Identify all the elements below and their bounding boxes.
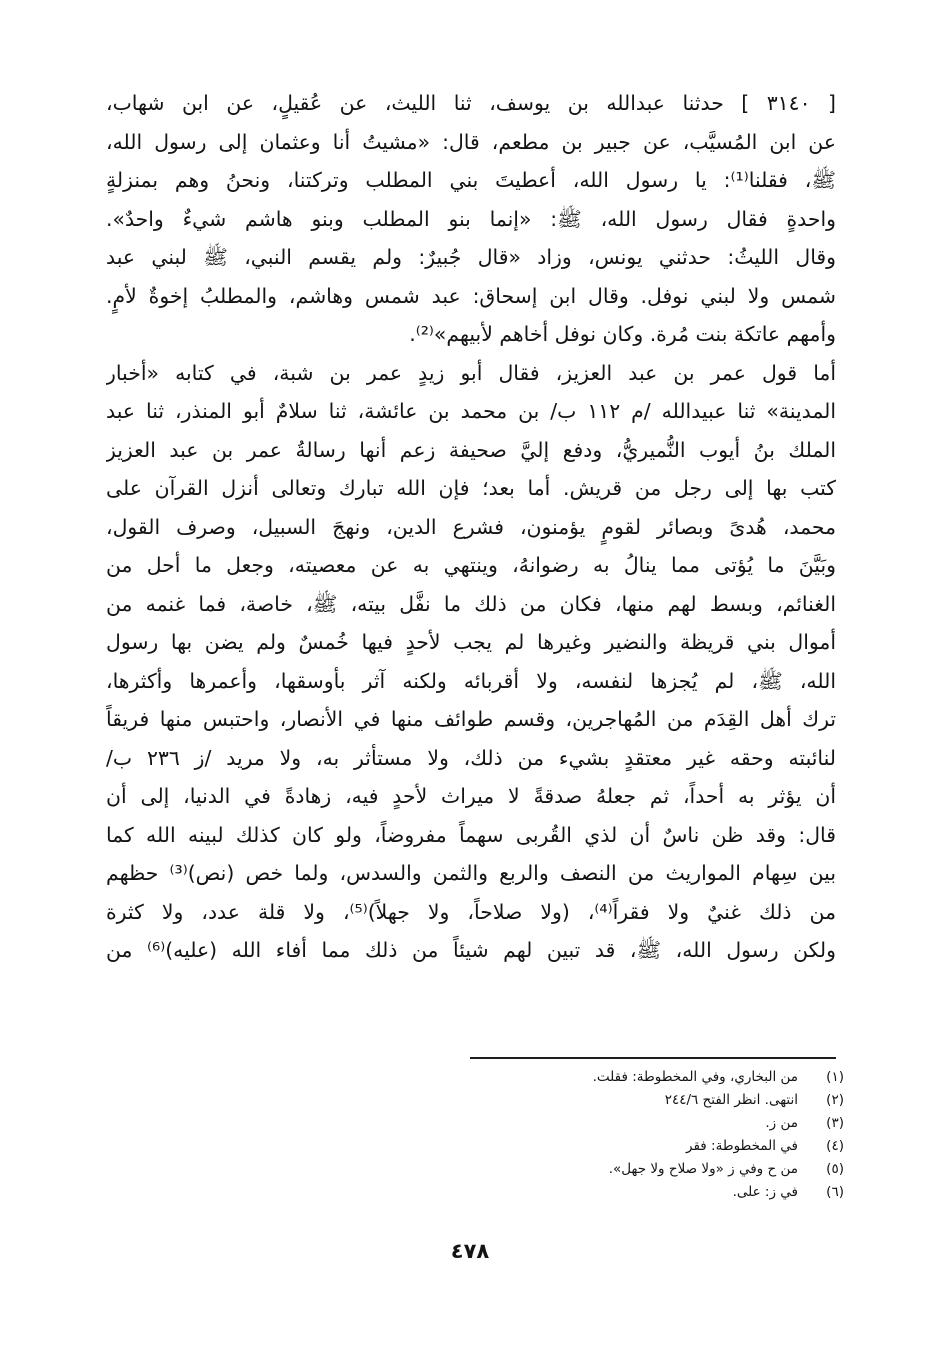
- footnote-number: (٥): [826, 1161, 844, 1177]
- footnote-text: من ح وفي ز «ولا صلاح ولا جهل».: [608, 1161, 798, 1177]
- text-line: واحدةٍ فقال رسول الله، ﷺ: «إنما بنو المطلب وبنو هاشم شيءٌ واحدٌ».: [106, 206, 836, 231]
- footnote-text: من ز.: [765, 1115, 798, 1131]
- footnote-text: في ز: على.: [732, 1184, 798, 1200]
- footnote-number: (٦): [826, 1184, 844, 1200]
- text-line: بين سِهام المواريث من النصف والربع والثمن والسدس، ولما خص (نص)⁽³⁾ حظهم: [106, 861, 836, 885]
- main-text: [106, 84, 836, 970]
- text-line: ترك أهل القِدَم من المُهاجرين، وقسم طوائف منها في الأنصار، واحتبس منها فريقاً: [106, 707, 836, 731]
- footnote: [104, 1089, 844, 1112]
- text-line: الملك بنُ أيوب النُّميريُّ، ودفع إليَّ صحيفة زعم أنها رسالةُ عمر بن عبد العزيز: [106, 437, 836, 462]
- text-line: وبَيَّنَ ما يُؤتى مما ينالُ به رضوانهُ، وينتهي به عن معصيته، وجعل ما أحل من: [106, 553, 836, 577]
- text-line: الغنائم، وبسط لهم منها، فكان من ذلك ما نفَّل بيته، ﷺ، خاصة، فما غنمه من: [106, 591, 836, 616]
- footnote: [104, 1135, 844, 1158]
- text-line: الله، ﷺ، لم يُجزها لنفسه، ولا أقربائه ولكنه آثر بأوسقها، وأعمرها وأكثرها،: [106, 668, 836, 693]
- text-line: لنائبته وحقه غير معتقدٍ بشيء من ذلك، ولا مستأثر به، ولا مريد /ز ٢٣٦ ب/: [106, 745, 836, 770]
- text-line: من ذلك غنيٌ ولا فقراً⁽⁴⁾، (ولا صلاحاً، ولا جهلاً)⁽⁵⁾، ولا قلة عدد، ولا كثرة: [106, 899, 836, 924]
- footnote-text: في المخطوطة: فقر: [686, 1138, 798, 1154]
- footnote: [104, 1181, 844, 1204]
- footnote-number: (١): [826, 1069, 844, 1085]
- text-line: ولكن رسول الله، ﷺ، قد تبين لهم شيئاً من ذلك مما أفاء الله (عليه)⁽⁶⁾ من: [106, 938, 836, 962]
- text-line: ﷺ، فقلنا⁽¹⁾: يا رسول الله، أعطيتَ بني المطلب وتركتنا، ونحنُ وهم بمنزلةٍ: [106, 168, 836, 192]
- text-line: أموال بني قريظة والنضير وغيرها لم يجب لأحدٍ فيها خُمسٌ ولم يضن بها رسول: [106, 630, 836, 654]
- footnote: [104, 1066, 844, 1089]
- footnote-number: (٣): [826, 1115, 844, 1131]
- footnote-text: من البخاري، وفي المخطوطة: فقلت.: [592, 1069, 798, 1085]
- text-line: أما قول عمر بن عبد العزيز، فقال أبو زيدٍ عمر بن شبة، في كتابه «أخبار: [106, 360, 836, 385]
- text-line: محمد، هُدىً وبصائر لقومٍ يؤمنون، فشرع الدين، ونهجَ السبيل، وصرف القول،: [106, 514, 836, 539]
- footnote-number: (٢): [826, 1092, 844, 1108]
- text-line: كتب بها إلى رجل من قريش. أما بعد؛ فإن الله تبارك وتعالى أنزل القرآن على: [106, 476, 836, 500]
- text-line: المدينة» ثنا عبيدالله /م ١١٢ ب/ بن محمد بن عائشة، ثنا سلامٌ أبو المنذر، ثنا عبد: [106, 399, 836, 423]
- footnote: [104, 1112, 844, 1135]
- page-number: ٤٧٨: [450, 1239, 490, 1263]
- text-line: قال: وقد ظن ناسٌ أن لذي القُربى سهماً مفروضاً، ولو كان كذلك لبينه الله كما: [106, 822, 836, 847]
- text-line: عن ابن المُسيَّب، عن جبير بن مطعم، قال: «مشيتُ أنا وعثمان إلى رسول الله،: [106, 129, 836, 154]
- footnote-divider: [470, 1057, 836, 1059]
- footnote-number: (٤): [826, 1138, 844, 1154]
- text-line: أن يؤثر به أحداً، ثم جعلهُ صدقةً لا ميراث لأحدٍ فيه، زهادةً في الدنيا، إلى أن: [106, 784, 836, 808]
- footnotes: [104, 1066, 844, 1204]
- text-line: وقال الليثُ: حدثني يونس، وزاد «قال جُبيرٌ: ولم يقسم النبي، ﷺ لبني عبد: [106, 245, 836, 269]
- text-line: [ ٣١٤٠ ] حدثنا عبدالله بن يوسف، ثنا الليث، عن عُقيلٍ، عن ابن شهاب،: [106, 91, 836, 115]
- text-line: شمس ولا لبني نوفل. وقال ابن إسحاق: عبد شمس وهاشم، والمطلبُ إخوةٌ لأمٍ.: [106, 283, 836, 308]
- footnote: [104, 1158, 844, 1181]
- text-line: وأمهم عاتكة بنت مُرة. وكان نوفل أخاهم لأبيهم»⁽²⁾.: [409, 322, 836, 346]
- footnote-text: انتهى. انظر الفتح ٢٤٤/٦: [664, 1092, 798, 1108]
